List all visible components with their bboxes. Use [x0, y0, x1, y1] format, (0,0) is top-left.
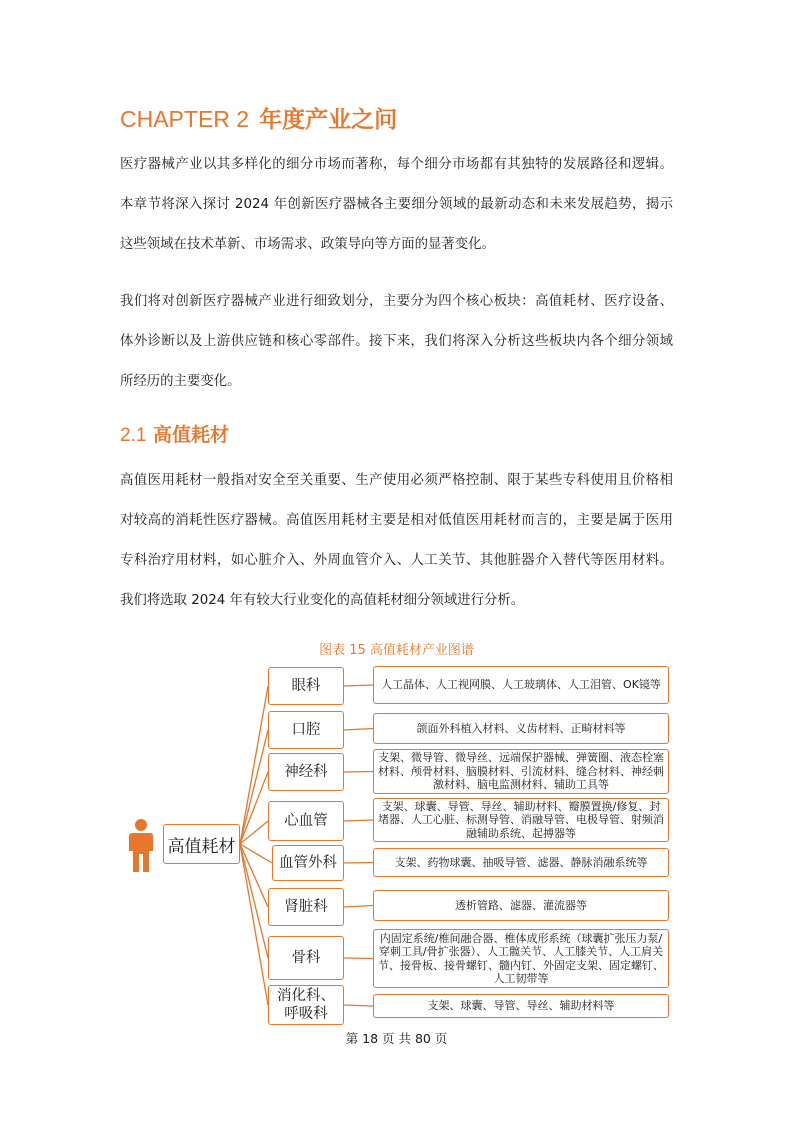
section-number: 2.1	[120, 425, 147, 446]
detail-text: 支架、球囊、导管、导丝、辅助材料等	[427, 999, 615, 1013]
category-node	[268, 936, 344, 980]
person-icon	[127, 818, 155, 874]
category-label: 骨科	[291, 950, 321, 966]
connector-line	[344, 1005, 373, 1006]
text-line: 对较高的消耗性医疗器械。高值医用耗材主要是相对低值医用耗材而言的，主要是属于医用	[120, 513, 673, 528]
chapter-number: CHAPTER 2	[120, 106, 250, 132]
text-line: 我们将选取 2024 年有较大行业变化的高值耗材细分领域进行分析。	[120, 593, 525, 608]
category-node	[268, 985, 344, 1025]
detail-text: 人工晶体、人工视网膜、人工玻璃体、人工泪管、OK镜等	[381, 678, 661, 692]
detail-node	[373, 848, 669, 877]
root-node	[163, 824, 240, 864]
category-node	[268, 888, 344, 926]
detail-node	[373, 798, 669, 842]
detail-text: 支架、微导管、微导丝、远端保护器械、弹簧圈、液态栓塞材料、颅骨材料、脑膜材料、引流材料、缝合材料、神经刺激材料、脑电监测材料、辅助工具等	[378, 751, 664, 792]
connector-line	[240, 686, 268, 844]
category-label: 消化科、呼吸科	[277, 988, 335, 1022]
detail-node	[373, 994, 669, 1018]
connector-line	[344, 958, 373, 959]
connector-line	[344, 685, 373, 686]
category-label: 肾脏科	[284, 899, 328, 915]
category-label: 口腔	[291, 722, 321, 738]
text-line: 我们将对创新医疗器械产业进行细致划分，主要分为四个核心板块：高值耗材、医疗设备、	[120, 294, 673, 309]
connector-line	[240, 844, 268, 907]
detail-text: 支架、球囊、导管、导丝、辅助材料、瓣膜置换/修复、封堵器、人工心脏、标测导管、消融导管、电极导管、射频消融辅助系统、起搏器等	[378, 799, 664, 840]
category-node	[268, 711, 344, 749]
category-node	[268, 801, 344, 841]
detail-node	[373, 929, 669, 988]
detail-node	[373, 890, 669, 921]
text-line: 专科治疗用材料，如心脏介入、外周血管介入、人工关节、其他脏器介入替代等医用材料。	[120, 553, 673, 568]
connector-line	[240, 730, 268, 844]
text-line: 医疗器械产业以其多样化的细分市场而著称，每个细分市场都有其独特的发展路径和逻辑。	[120, 157, 673, 172]
chapter-title: 年度产业之问	[259, 107, 398, 133]
detail-text: 透析管路、滤器、灌流器等	[455, 898, 587, 912]
category-label: 心血管	[284, 813, 328, 829]
detail-node	[373, 713, 669, 744]
category-label: 神经科	[284, 764, 328, 780]
category-label: 血管外科	[279, 855, 337, 871]
category-label: 眼科	[291, 678, 321, 694]
figure-caption: 图表 15 高值耗材产业图谱	[319, 643, 474, 658]
connector-line	[344, 820, 373, 821]
text-line: 高值医用耗材一般指对安全至关重要、生产使用必须严格控制、限于某些专科使用且价格相	[120, 473, 673, 488]
text-line: 所经历的主要变化。	[120, 374, 241, 389]
detail-node	[373, 749, 669, 794]
connector-line	[240, 844, 268, 958]
connector-line	[240, 844, 268, 1005]
detail-text: 颌面外科植入材料、义齿材料、正畸材料等	[416, 721, 626, 735]
section-title: 高值耗材	[153, 424, 230, 446]
connector-line	[344, 729, 373, 731]
text-line: 这些领域在技术革新、市场需求、政策导向等方面的显著变化。	[120, 237, 495, 252]
text-line: 本章节将深入探讨 2024 年创新医疗器械各主要细分领域的最新动态和未来发展趋势，揭示	[120, 197, 673, 212]
category-node	[268, 667, 344, 705]
connector-line	[344, 906, 373, 908]
root-label: 高值耗材	[167, 836, 236, 857]
connector-line	[344, 772, 373, 773]
connector-line	[344, 863, 373, 864]
text-line: 体外诊断以及上游供应链和核心零部件。接下来，我们将深入分析这些板块内各个细分领域	[120, 334, 673, 349]
page-number: 第 18 页 共 80 页	[345, 1031, 448, 1046]
detail-text: 内固定系统/椎间融合器、椎体成形系统（球囊扩张压力泵/穿刺工具/骨扩张器）、人工髋关节、人工膝关节、人工肩关节、接骨板、接骨螺钉、髓内钉、外固定支架、固定螺钉、人工韧带等	[378, 931, 664, 985]
detail-text: 支架、药物球囊、抽吸导管、滤器、静脉消融系统等	[394, 855, 648, 869]
detail-node	[373, 666, 669, 704]
category-node	[272, 845, 344, 881]
category-node	[268, 753, 344, 791]
